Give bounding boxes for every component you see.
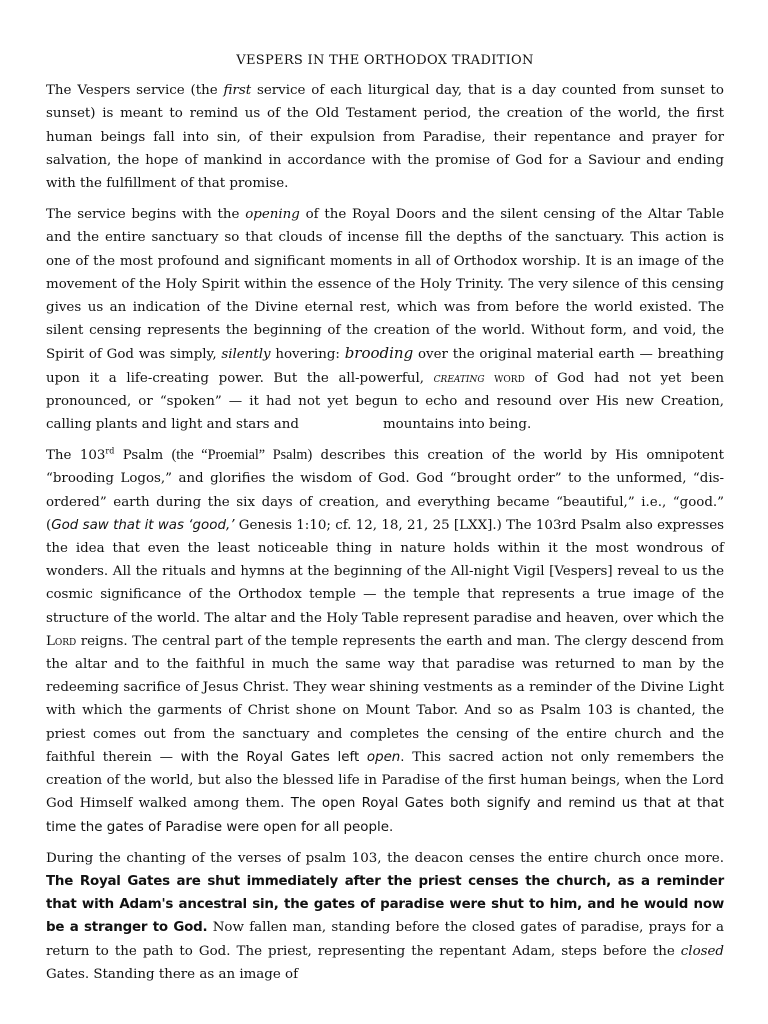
p3-superscript: rd [105, 446, 115, 456]
p2-text-1: The service begins with the [46, 207, 246, 223]
p1-text-2: service of each liturgical day, that is a day counted from sunset to sunset) is meant to remind us of the Old Testament period, the creation of the world, the first human beings fall into sin, of their expulsion from Paradise, their repentance and prayer for salvation, the hope of mankind in accordance with the promise of God for a Saviour and ending with the fulfillment of that promise. [46, 83, 724, 192]
p3-text-3: describes this creation of the world by His omnipotent “brooding Logos,” and glorifies the wisdom of God. God “brought order” to the unformed, “dis-ordered” earth during the six days of creation, and everything became “beautiful,” i.e., “good.” ( [46, 448, 724, 533]
p4-text-1: During the chanting of the verses of psalm 103, the deacon censes the entire church once more. [46, 850, 724, 866]
p3-emphasis-open: open [366, 749, 401, 765]
p2-emphasis-creating: creating [433, 370, 485, 386]
p3-proemial-note: (the “Proemial” Psalm) [171, 447, 313, 464]
p3-text-4: Genesis 1:10; cf. 12, 18, 21, 25 [LXX].) The 103rd Psalm also expresses the idea that even the least noticeable thing in nature holds within it the most wondrous of wonders. All the rituals and hymns at the beginning of the All-night Vigil [Vespers] reveal to us the cosmic significance of the Orthodox temple — the temple that represents a true image of the structure of the world. The altar and the Holy Table represent paradise and heaven, over which the [46, 517, 724, 626]
p3-emphasis-quote: God saw that it was ‘good,’ [51, 517, 235, 533]
p4-text-3: Gates. Standing there as an image of [46, 966, 299, 982]
document-title: VESPERS IN THE ORTHODOX TRADITION [236, 53, 534, 68]
document-page [46, 49, 724, 994]
p4-emphasis-closed: closed [680, 943, 724, 959]
p1-emphasis-first: first [223, 83, 252, 99]
paragraph-1 [46, 79, 724, 195]
paragraph-3 [46, 444, 724, 838]
p2-text-2: of the Royal Doors and the silent censing of the Altar Table and the entire sanctuary so that clouds of incense fill the depths of the sanctuary. This action is one of the most profound and significant moments in all of Orthodox worship. It is an image of the movement of the Holy Spirit within the essence of the Holy Trinity. The very silence of this censing gives us an indication of the Divine eternal rest, which was from before the world existed. The silent censing represents the beginning of the creation of the world. Without form, and void, the Spirit of God was simply, [46, 207, 724, 363]
p3-text-6: This sacred action not only remembers the creation of the world, but also the blessed life in Paradise of the first human beings, when the Lord God Himself walked among them. [46, 749, 724, 812]
p2-emphasis-opening: opening [245, 207, 300, 223]
p3-period: . [400, 749, 405, 765]
p2-text-4: over the original material earth — breathing upon it a life-creating power. But the all-powerful, [46, 347, 724, 386]
p2-emphasis-silently: silently [221, 347, 271, 363]
p3-open-gates-text: The open Royal Gates both signify and remind us that at that time the gates of Paradise were open for all people. [46, 796, 725, 835]
p2-text-3: hovering: [270, 347, 345, 363]
p3-text-1: The 103 [46, 448, 106, 464]
p3-text-2: Psalm [114, 448, 172, 464]
p2-text-6: mountains into being. [382, 417, 532, 433]
p2-text-5: of God had not yet been pronounced, or “spoken” — it had not yet begun to echo and resound over His new Creation, calling plants and light and stars and [46, 370, 724, 433]
p2-word-smallcaps: word [484, 370, 525, 386]
p3-lord-smallcaps: Lord [46, 633, 77, 649]
p4-bold-statement: The Royal Gates are shut immediately after the priest censes the church, as a reminder that with Adam's ancestral sin, the gates of paradise were shut to him, and he would now be a stranger to God. [46, 873, 724, 936]
p4-text-2: Now fallen man, standing before the closed gates of paradise, prays for a return to the path to God. The priest, representing the repentant Adam, steps before the [46, 920, 724, 959]
paragraph-4 [46, 847, 724, 986]
p3-text-5: reigns. The central part of the temple represents the earth and man. The clergy descend from the altar and to the faithful in much the same way that paradise was returned to man by the redeeming sacrifice of Jesus Christ. They wear shining vestments as a reminder of the Divine Light with which the garments of Christ shone on Mount Tabor. And so as Psalm 103 is chanted, the priest comes out from the sanctuary and completes the censing of the entire church and the faithful therein — [46, 633, 724, 765]
p3-royal-gates-text: with the Royal Gates left [180, 749, 367, 765]
p1-text-1: The Vespers service (the [46, 83, 224, 99]
p2-emphasis-brooding: brooding [344, 344, 414, 363]
paragraph-2 [46, 203, 724, 436]
